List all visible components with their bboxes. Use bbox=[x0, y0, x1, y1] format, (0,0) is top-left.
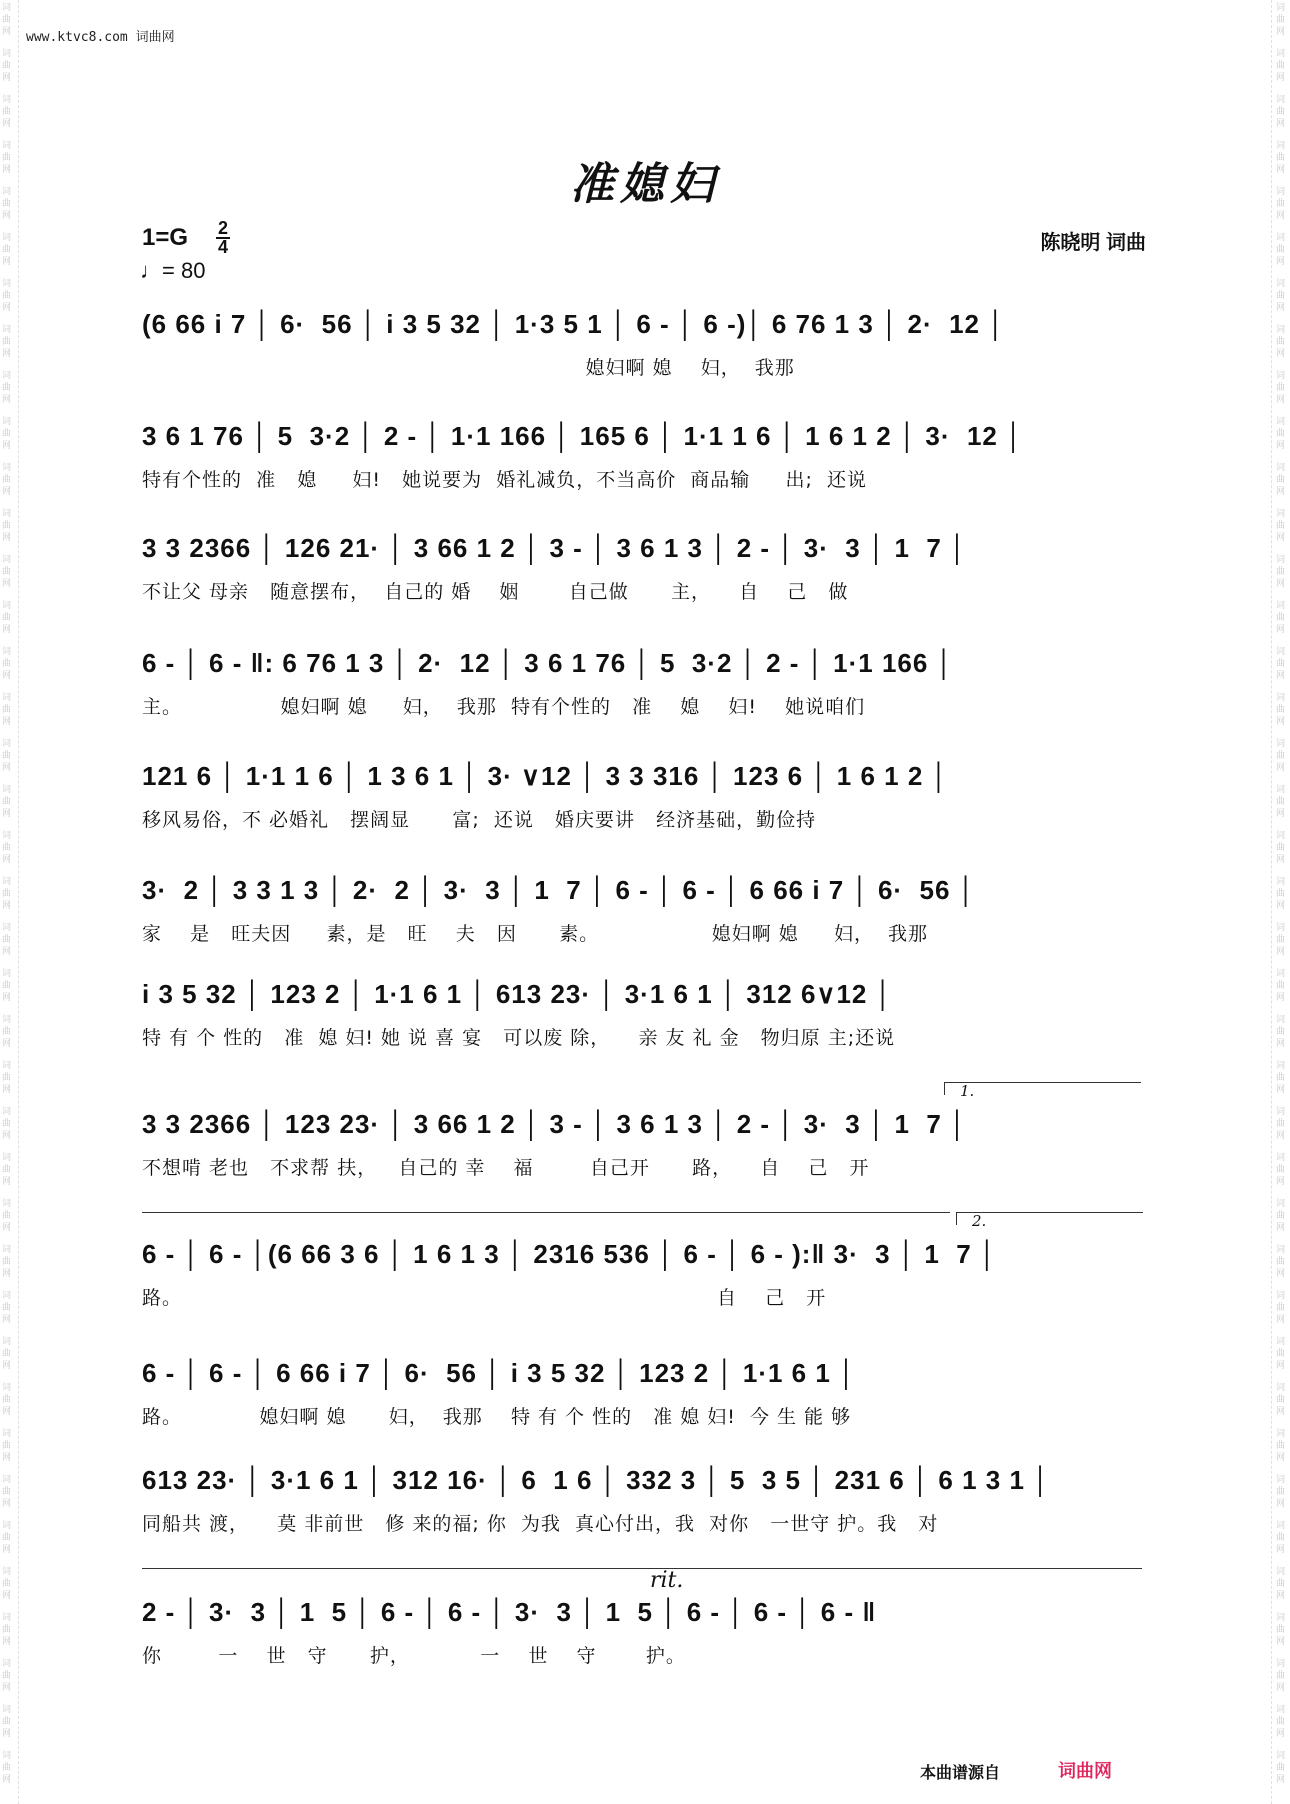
watermark-char: 词 bbox=[2, 1705, 12, 1715]
watermark-char: 曲 bbox=[1276, 705, 1286, 715]
watermark-char: 词 bbox=[2, 325, 12, 335]
watermark-char: 曲 bbox=[1276, 107, 1286, 117]
watermark-char: 曲 bbox=[2, 797, 12, 807]
watermark-char: 词 bbox=[2, 1751, 12, 1761]
watermark-char: 曲 bbox=[1276, 1533, 1286, 1543]
watermark-char: 网 bbox=[2, 625, 12, 635]
watermark-char: 网 bbox=[1276, 1131, 1286, 1141]
watermark-char: 曲 bbox=[2, 291, 12, 301]
watermark-char: 网 bbox=[2, 579, 12, 589]
watermark-char: 网 bbox=[2, 901, 12, 911]
watermark-char: 曲 bbox=[2, 1533, 12, 1543]
watermark-char: 词 bbox=[1276, 831, 1286, 841]
watermark-char: 网 bbox=[2, 1085, 12, 1095]
watermark-char: 曲 bbox=[2, 1671, 12, 1681]
watermark-char: 曲 bbox=[1276, 1257, 1286, 1267]
watermark-char: 曲 bbox=[2, 1119, 12, 1129]
watermark-char: 网 bbox=[2, 1407, 12, 1417]
watermark-char: 曲 bbox=[2, 935, 12, 945]
watermark-char: 网 bbox=[1276, 947, 1286, 957]
watermark-char: 词 bbox=[1276, 417, 1286, 427]
watermark-char: 曲 bbox=[1276, 1165, 1286, 1175]
watermark-char: 网 bbox=[1276, 119, 1286, 129]
watermark-char: 曲 bbox=[1276, 521, 1286, 531]
watermark-char: 网 bbox=[1276, 763, 1286, 773]
watermark-char: 网 bbox=[1276, 625, 1286, 635]
watermark-char: 曲 bbox=[2, 1441, 12, 1451]
watermark-char: 曲 bbox=[1276, 613, 1286, 623]
score-system-11 bbox=[142, 1462, 1148, 1542]
watermark-char: 词 bbox=[2, 785, 12, 795]
watermark-char: 词 bbox=[1276, 1153, 1286, 1163]
watermark-char: 网 bbox=[2, 165, 12, 175]
watermark-char: 网 bbox=[1276, 1637, 1286, 1647]
watermark-char: 网 bbox=[2, 1775, 12, 1785]
watermark-char: 曲 bbox=[2, 889, 12, 899]
watermark-char: 网 bbox=[2, 1683, 12, 1693]
watermark-char: 网 bbox=[2, 993, 12, 1003]
lyrics-line: 特 有 个 性的 准 媳 妇! 她 说 喜 宴 可以废 除， 亲 友 礼 金 物归原 主;还说 bbox=[142, 1027, 896, 1049]
watermark-char: 词 bbox=[2, 1245, 12, 1255]
left-watermark-strip bbox=[0, 0, 16, 1804]
watermark-char: 词 bbox=[1276, 1107, 1286, 1117]
watermark-char: 词 bbox=[1276, 233, 1286, 243]
watermark-char: 曲 bbox=[2, 1165, 12, 1175]
watermark-char: 曲 bbox=[2, 1027, 12, 1037]
watermark-char: 词 bbox=[2, 555, 12, 565]
long-slur-line bbox=[142, 1568, 1142, 1569]
watermark-char: 网 bbox=[2, 717, 12, 727]
watermark-char: 词 bbox=[1276, 785, 1286, 795]
watermark-char: 网 bbox=[2, 1131, 12, 1141]
watermark-char: 网 bbox=[2, 1269, 12, 1279]
watermark-char: 网 bbox=[2, 119, 12, 129]
watermark-char: 曲 bbox=[2, 245, 12, 255]
watermark-char: 曲 bbox=[1276, 1349, 1286, 1359]
watermark-char: 曲 bbox=[2, 199, 12, 209]
score-system-12 bbox=[142, 1568, 1148, 1674]
watermark-char: 曲 bbox=[1276, 475, 1286, 485]
watermark-char: 词 bbox=[1276, 187, 1286, 197]
watermark-char: 词 bbox=[1276, 693, 1286, 703]
watermark-char: 网 bbox=[1276, 1177, 1286, 1187]
watermark-char: 网 bbox=[2, 1729, 12, 1739]
watermark-char: 词 bbox=[1276, 923, 1286, 933]
watermark-char: 网 bbox=[1276, 1729, 1286, 1739]
score-system-2 bbox=[142, 418, 1148, 498]
watermark-char: 词 bbox=[1276, 1659, 1286, 1669]
watermark-char: 网 bbox=[1276, 349, 1286, 359]
watermark-char: 网 bbox=[1276, 901, 1286, 911]
time-signature-bottom: 4 bbox=[217, 237, 228, 257]
key-signature: 1=G bbox=[142, 224, 189, 251]
watermark-char: 曲 bbox=[2, 705, 12, 715]
watermark-char: 网 bbox=[1276, 303, 1286, 313]
time-signature-top: 2 bbox=[217, 218, 228, 238]
watermark-char: 网 bbox=[2, 487, 12, 497]
watermark-char: 曲 bbox=[1276, 1395, 1286, 1405]
watermark-char: 词 bbox=[1276, 325, 1286, 335]
lyrics-line: 特有个性的 准 媳 妇! 她说要为 婚礼减负，不当高价 商品输 出; 还说 bbox=[142, 469, 867, 491]
watermark-char: 词 bbox=[2, 1567, 12, 1577]
watermark-char: 词 bbox=[2, 279, 12, 289]
watermark-char: 词 bbox=[1276, 49, 1286, 59]
watermark-char: 词 bbox=[1276, 739, 1286, 749]
watermark-char: 曲 bbox=[1276, 1441, 1286, 1451]
watermark-char: 曲 bbox=[1276, 1303, 1286, 1313]
watermark-char: 网 bbox=[2, 1591, 12, 1601]
score-system-10 bbox=[142, 1355, 1148, 1435]
notation-line: i 3 5 32 │ 123 2 │ 1·1 6 1 │ 613 23· │ 3·1 6 1 │ 312 6∨12 │ bbox=[142, 979, 893, 1009]
score-system-4 bbox=[142, 645, 1148, 725]
lyrics-line: 路。 媳妇啊 媳 妇， 我那 特 有 个 性的 准 媳 妇! 今 生 能 够 bbox=[142, 1406, 852, 1428]
lyrics-line: 不让父 母亲 随意摆布， 自己的 婚 姻 自己做 主， 自 己 做 bbox=[142, 581, 849, 603]
watermark-char: 网 bbox=[2, 395, 12, 405]
watermark-char: 词 bbox=[2, 3, 12, 13]
watermark-char: 曲 bbox=[2, 1211, 12, 1221]
watermark-char: 网 bbox=[1276, 993, 1286, 1003]
watermark-char: 网 bbox=[1276, 1407, 1286, 1417]
watermark-char: 曲 bbox=[1276, 1027, 1286, 1037]
watermark-char: 网 bbox=[2, 809, 12, 819]
watermark-char: 曲 bbox=[2, 1625, 12, 1635]
watermark-char: 曲 bbox=[2, 383, 12, 393]
watermark-char: 网 bbox=[2, 763, 12, 773]
right-margin-line bbox=[1271, 0, 1272, 1804]
watermark-char: 曲 bbox=[1276, 659, 1286, 669]
watermark-char: 网 bbox=[2, 1545, 12, 1555]
watermark-char: 词 bbox=[2, 1337, 12, 1347]
watermark-char: 词 bbox=[1276, 877, 1286, 887]
watermark-char: 词 bbox=[1276, 371, 1286, 381]
watermark-char: 曲 bbox=[2, 1395, 12, 1405]
score-system-1 bbox=[142, 306, 1148, 386]
watermark-char: 曲 bbox=[2, 1717, 12, 1727]
watermark-char: 曲 bbox=[1276, 291, 1286, 301]
lyrics-line: 家 是 旺夫因 素，是 旺 夫 因 素。 媳妇啊 媳 妇， 我那 bbox=[142, 923, 929, 945]
watermark-char: 词 bbox=[1276, 1015, 1286, 1025]
watermark-char: 网 bbox=[1276, 1315, 1286, 1325]
watermark-char: 词 bbox=[2, 693, 12, 703]
watermark-char: 词 bbox=[1276, 1061, 1286, 1071]
notation-line: 3 6 1 76 │ 5 3·2 │ 2 - │ 1·1 166 │ 165 6 │ 1·1 1 6 │ 1 6 1 2 │ 3· 12 │ bbox=[142, 421, 1024, 451]
watermark-char: 曲 bbox=[2, 61, 12, 71]
watermark-char: 曲 bbox=[1276, 935, 1286, 945]
watermark-char: 词 bbox=[2, 1107, 12, 1117]
watermark-char: 曲 bbox=[1276, 1717, 1286, 1727]
watermark-char: 词 bbox=[2, 1475, 12, 1485]
watermark-char: 词 bbox=[1276, 647, 1286, 657]
score-system-6 bbox=[142, 872, 1148, 952]
site-url[interactable]: www.ktvc8.com 词曲网 bbox=[26, 30, 175, 45]
watermark-char: 曲 bbox=[2, 153, 12, 163]
lyrics-line: 主。 媳妇啊 媳 妇， 我那 特有个性的 准 媳 妇! 她说咱们 bbox=[142, 696, 866, 718]
watermark-char: 网 bbox=[1276, 809, 1286, 819]
watermark-char: 网 bbox=[1276, 1683, 1286, 1693]
watermark-char: 曲 bbox=[2, 1763, 12, 1773]
second-ending-number: 2. bbox=[972, 1212, 987, 1230]
notation-line: 3· 2 │ 3 3 1 3 │ 2· 2 │ 3· 3 │ 1 7 │ 6 - │ 6 - │ 6 66 i 7 │ 6· 56 │ bbox=[142, 875, 976, 905]
watermark-char: 曲 bbox=[2, 1257, 12, 1267]
score-system-7 bbox=[142, 976, 1148, 1056]
watermark-char: 曲 bbox=[1276, 337, 1286, 347]
notation-line: 6 - │ 6 - │ 6 66 i 7 │ 6· 56 │ i 3 5 32 │ 123 2 │ 1·1 6 1 │ bbox=[142, 1358, 857, 1388]
watermark-char: 词 bbox=[2, 1061, 12, 1071]
lyrics-line: 同船共 渡， 莫 非前世 修 来的福; 你 为我 真心付出，我 对你 一世守 护。我 对 bbox=[142, 1513, 939, 1535]
watermark-char: 曲 bbox=[1276, 797, 1286, 807]
watermark-char: 网 bbox=[2, 27, 12, 37]
lyrics-line: 不想啃 老也 不求帮 扶， 自己的 幸 福 自己开 路， 自 己 开 bbox=[142, 1157, 870, 1179]
watermark-char: 词 bbox=[1276, 1705, 1286, 1715]
watermark-char: 词 bbox=[2, 1521, 12, 1531]
watermark-char: 网 bbox=[1276, 1039, 1286, 1049]
watermark-char: 词 bbox=[1276, 1383, 1286, 1393]
watermark-char: 网 bbox=[1276, 1223, 1286, 1233]
watermark-char: 曲 bbox=[1276, 1073, 1286, 1083]
watermark-char: 网 bbox=[2, 303, 12, 313]
watermark-char: 网 bbox=[2, 947, 12, 957]
lyrics-line: 你 一 世 守 护， 一 世 守 护。 bbox=[142, 1645, 686, 1667]
watermark-char: 曲 bbox=[1276, 61, 1286, 71]
watermark-char: 曲 bbox=[2, 15, 12, 25]
notation-line: (6 66 i 7 │ 6· 56 │ i 3 5 32 │ 1·3 5 1 │ 6 - │ 6 -)│ 6 76 1 3 │ 2· 12 │ bbox=[142, 309, 1006, 339]
watermark-char: 网 bbox=[1276, 211, 1286, 221]
watermark-char: 词 bbox=[2, 509, 12, 519]
watermark-char: 词 bbox=[2, 371, 12, 381]
watermark-char: 词 bbox=[1276, 509, 1286, 519]
watermark-char: 网 bbox=[1276, 1453, 1286, 1463]
watermark-char: 网 bbox=[2, 1361, 12, 1371]
watermark-char: 词 bbox=[1276, 1567, 1286, 1577]
watermark-char: 网 bbox=[1276, 579, 1286, 589]
watermark-char: 网 bbox=[2, 671, 12, 681]
watermark-char: 曲 bbox=[1276, 751, 1286, 761]
watermark-char: 曲 bbox=[1276, 1671, 1286, 1681]
watermark-char: 词 bbox=[1276, 1613, 1286, 1623]
watermark-char: 网 bbox=[1276, 165, 1286, 175]
watermark-char: 网 bbox=[2, 855, 12, 865]
notation-line: 3 3 2366 │ 126 21· │ 3 66 1 2 │ 3 - │ 3 6 1 3 │ 2 - │ 3· 3 │ 1 7 │ bbox=[142, 533, 968, 563]
lyrics-line: 路。 自 己 开 bbox=[142, 1287, 827, 1309]
watermark-char: 网 bbox=[2, 1177, 12, 1187]
watermark-char: 网 bbox=[1276, 855, 1286, 865]
watermark-char: 网 bbox=[1276, 1269, 1286, 1279]
watermark-char: 网 bbox=[1276, 73, 1286, 83]
time-signature bbox=[216, 220, 230, 256]
watermark-char: 词 bbox=[2, 1153, 12, 1163]
watermark-char: 曲 bbox=[1276, 1211, 1286, 1221]
watermark-char: 曲 bbox=[1276, 153, 1286, 163]
watermark-char: 词 bbox=[1276, 1199, 1286, 1209]
watermark-char: 曲 bbox=[1276, 1625, 1286, 1635]
left-margin-line bbox=[18, 0, 19, 1804]
watermark-char: 网 bbox=[1276, 1775, 1286, 1785]
watermark-char: 网 bbox=[1276, 1499, 1286, 1509]
watermark-char: 曲 bbox=[1276, 567, 1286, 577]
watermark-char: 词 bbox=[1276, 1521, 1286, 1531]
watermark-char: 曲 bbox=[2, 843, 12, 853]
watermark-char: 曲 bbox=[2, 659, 12, 669]
watermark-char: 网 bbox=[1276, 717, 1286, 727]
watermark-char: 词 bbox=[1276, 3, 1286, 13]
watermark-char: 网 bbox=[2, 211, 12, 221]
watermark-char: 曲 bbox=[1276, 429, 1286, 439]
watermark-char: 词 bbox=[2, 831, 12, 841]
watermark-char: 词 bbox=[1276, 1337, 1286, 1347]
watermark-char: 词 bbox=[2, 1291, 12, 1301]
watermark-char: 词 bbox=[2, 141, 12, 151]
watermark-char: 曲 bbox=[2, 613, 12, 623]
watermark-char: 曲 bbox=[1276, 1487, 1286, 1497]
watermark-char: 网 bbox=[1276, 257, 1286, 267]
watermark-char: 网 bbox=[2, 533, 12, 543]
notation-line: 6 - │ 6 - ‖: 6 76 1 3 │ 2· 12 │ 3 6 1 76 │ 5 3·2 │ 2 - │ 1·1 166 │ bbox=[142, 648, 954, 678]
watermark-char: 曲 bbox=[2, 337, 12, 347]
watermark-char: 词 bbox=[2, 95, 12, 105]
watermark-char: 网 bbox=[2, 1637, 12, 1647]
watermark-char: 网 bbox=[1276, 1591, 1286, 1601]
watermark-char: 词 bbox=[2, 1429, 12, 1439]
watermark-char: 词 bbox=[1276, 555, 1286, 565]
watermark-char: 词 bbox=[2, 877, 12, 887]
watermark-char: 词 bbox=[2, 1015, 12, 1025]
watermark-char: 网 bbox=[1276, 441, 1286, 451]
watermark-char: 词 bbox=[2, 647, 12, 657]
watermark-char: 曲 bbox=[2, 751, 12, 761]
watermark-char: 曲 bbox=[1276, 15, 1286, 25]
watermark-char: 曲 bbox=[1276, 843, 1286, 853]
watermark-char: 词 bbox=[1276, 1751, 1286, 1761]
lyrics-line: 媳妇啊 媳 妇， 我那 bbox=[142, 357, 795, 379]
notation-line: 2 - │ 3· 3 │ 1 5 │ 6 - │ 6 - │ 3· 3 │ 1 5 │ 6 - │ 6 - │ 6 - ‖ bbox=[142, 1597, 877, 1627]
watermark-char: 曲 bbox=[2, 1487, 12, 1497]
watermark-char: 网 bbox=[1276, 533, 1286, 543]
watermark-char: 曲 bbox=[2, 1349, 12, 1359]
watermark-char: 词 bbox=[1276, 141, 1286, 151]
watermark-char: 词 bbox=[1276, 1245, 1286, 1255]
watermark-char: 曲 bbox=[1276, 1763, 1286, 1773]
watermark-char: 词 bbox=[2, 49, 12, 59]
watermark-char: 词 bbox=[2, 233, 12, 243]
watermark-char: 网 bbox=[2, 349, 12, 359]
watermark-char: 网 bbox=[2, 73, 12, 83]
watermark-char: 网 bbox=[1276, 1085, 1286, 1095]
watermark-char: 网 bbox=[2, 1453, 12, 1463]
watermark-char: 网 bbox=[2, 1039, 12, 1049]
score-system-5 bbox=[142, 758, 1148, 838]
watermark-char: 词 bbox=[1276, 463, 1286, 473]
first-ending-continuation bbox=[142, 1212, 950, 1213]
notation-line: 6 - │ 6 - │(6 66 3 6 │ 1 6 1 3 │ 2316 536 │ 6 - │ 6 - ):‖ 3· 3 │ 1 7 │ bbox=[142, 1239, 998, 1269]
watermark-char: 曲 bbox=[1276, 1579, 1286, 1589]
watermark-char: 词 bbox=[1276, 1429, 1286, 1439]
watermark-char: 曲 bbox=[2, 475, 12, 485]
notation-line: 3 3 2366 │ 123 23· │ 3 66 1 2 │ 3 - │ 3 6 1 3 │ 2 - │ 3· 3 │ 1 7 │ bbox=[142, 1109, 968, 1139]
watermark-char: 曲 bbox=[1276, 889, 1286, 899]
footer-site-logo[interactable]: 词曲网 bbox=[1058, 1761, 1112, 1782]
tempo-marking: ♩= 80 bbox=[140, 258, 206, 283]
watermark-char: 词 bbox=[2, 1199, 12, 1209]
song-title: 准媳妇 bbox=[570, 159, 720, 210]
watermark-char: 曲 bbox=[1276, 383, 1286, 393]
watermark-char: 词 bbox=[2, 1613, 12, 1623]
score-system-3 bbox=[142, 530, 1148, 610]
watermark-char: 词 bbox=[2, 1383, 12, 1393]
score-system-8 bbox=[142, 1082, 1148, 1186]
watermark-char: 曲 bbox=[1276, 245, 1286, 255]
ritardando-marking: rit. bbox=[650, 1568, 684, 1593]
watermark-char: 词 bbox=[1276, 95, 1286, 105]
watermark-char: 词 bbox=[1276, 969, 1286, 979]
watermark-char: 曲 bbox=[2, 429, 12, 439]
lyrics-line: 移风易俗，不 必婚礼 摆阔显 富; 还说 婚庆要讲 经济基础，勤俭持 bbox=[142, 809, 817, 831]
watermark-char: 网 bbox=[2, 1315, 12, 1325]
watermark-char: 词 bbox=[2, 463, 12, 473]
watermark-char: 网 bbox=[2, 441, 12, 451]
watermark-char: 词 bbox=[2, 187, 12, 197]
watermark-char: 词 bbox=[1276, 601, 1286, 611]
watermark-char: 曲 bbox=[1276, 981, 1286, 991]
watermark-char: 词 bbox=[2, 601, 12, 611]
watermark-char: 曲 bbox=[2, 107, 12, 117]
watermark-char: 词 bbox=[2, 923, 12, 933]
watermark-char: 曲 bbox=[1276, 199, 1286, 209]
watermark-char: 曲 bbox=[1276, 1119, 1286, 1129]
watermark-char: 网 bbox=[1276, 395, 1286, 405]
watermark-char: 曲 bbox=[2, 981, 12, 991]
notation-line: 613 23· │ 3·1 6 1 │ 312 16· │ 6 1 6 │ 332 3 │ 5 3 5 │ 231 6 │ 6 1 3 1 │ bbox=[142, 1465, 1051, 1495]
watermark-char: 曲 bbox=[2, 521, 12, 531]
watermark-char: 词 bbox=[1276, 1475, 1286, 1485]
watermark-char: 曲 bbox=[2, 1303, 12, 1313]
watermark-char: 网 bbox=[2, 1499, 12, 1509]
watermark-char: 曲 bbox=[2, 567, 12, 577]
watermark-char: 网 bbox=[1276, 671, 1286, 681]
watermark-char: 词 bbox=[2, 739, 12, 749]
watermark-char: 曲 bbox=[2, 1073, 12, 1083]
watermark-char: 词 bbox=[2, 1659, 12, 1669]
watermark-char: 网 bbox=[1276, 27, 1286, 37]
notation-line: 121 6 │ 1·1 1 6 │ 1 3 6 1 │ 3· ∨12 │ 3 3 316 │ 123 6 │ 1 6 1 2 │ bbox=[142, 761, 949, 791]
watermark-char: 网 bbox=[1276, 1361, 1286, 1371]
watermark-char: 词 bbox=[1276, 279, 1286, 289]
watermark-char: 词 bbox=[2, 969, 12, 979]
watermark-char: 网 bbox=[1276, 487, 1286, 497]
footer-source-label: 本曲谱源自 bbox=[919, 1763, 1000, 1782]
watermark-char: 网 bbox=[2, 257, 12, 267]
score-system-9 bbox=[142, 1212, 1148, 1316]
watermark-char: 词 bbox=[1276, 1291, 1286, 1301]
watermark-char: 曲 bbox=[2, 1579, 12, 1589]
watermark-char: 网 bbox=[2, 1223, 12, 1233]
first-ending-number: 1. bbox=[960, 1082, 975, 1100]
right-watermark-strip bbox=[1274, 0, 1290, 1804]
watermark-char: 词 bbox=[2, 417, 12, 427]
composer-credit: 陈晓明 词曲 bbox=[1040, 232, 1146, 254]
watermark-char: 网 bbox=[1276, 1545, 1286, 1555]
